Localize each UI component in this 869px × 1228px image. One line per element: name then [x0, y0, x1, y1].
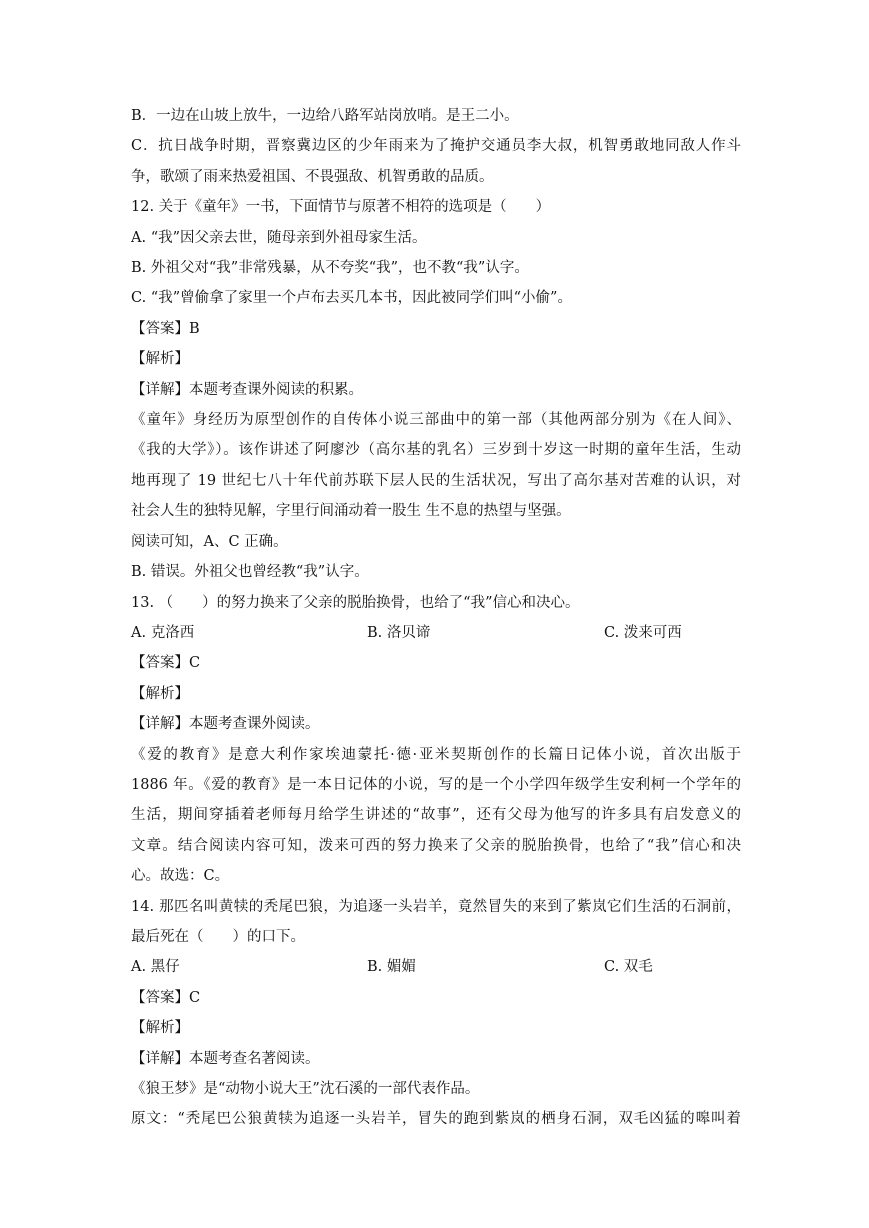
- detail-label: 【详解】本题考查课外阅读的积累。: [131, 381, 363, 398]
- text-line: 《爱的教育》是意大利作家埃迪蒙托·德·亚米契斯创作的长篇日记体小说，首次出版于: [131, 746, 741, 763]
- question-13: 13. （ ）的努力换来了父亲的脱胎换骨，也给了“我”信心和决心。: [131, 594, 580, 611]
- text-line: 阅读可知，A、C 正确。: [131, 533, 288, 550]
- option-a: A. 克洛西: [131, 624, 195, 641]
- option-c: C. 泼来可西: [604, 624, 682, 641]
- text-line: 《我的大学》）。该作讲述了阿廖沙（高尔基的乳名）三岁到十岁这一时期的童年生活，生动: [131, 442, 741, 459]
- analysis-label: 【解析】: [131, 351, 189, 368]
- text-line: 生活，期间穿插着老师每月给学生讲述的“故事”，还有父母为他写的许多具有启发意义的: [131, 807, 741, 824]
- text-line: 1886 年。《爱的教育》是一本日记体的小说，写的是一个小学四年级学生安利柯一个学年的: [131, 776, 741, 793]
- option-a: A. 黑仔: [131, 959, 180, 976]
- text-line: 心。故选：C。: [131, 868, 230, 885]
- answer-label: 【答案】B: [131, 320, 200, 337]
- detail-label: 【详解】本题考查名著阅读。: [131, 1050, 320, 1067]
- text-line: B. 错误。外祖父也曾经教“我”认字。: [131, 564, 369, 581]
- question-13-options: [131, 618, 741, 648]
- option-b: B. 外祖父对“我”非常残暴，从不夸奖“我”，也不教“我”认字。: [131, 260, 529, 277]
- question-14: 14. 那匹名叫黄犊的秃尾巴狼，为追逐一头岩羊，竟然冒失的来到了紫岚它们生活的石洞前，: [131, 898, 741, 915]
- text-line: 文章。结合阅读内容可知，泼来可西的努力换来了父亲的脱胎换骨，也给了“我”信心和决: [131, 837, 741, 854]
- text-line: 《狼王梦》是“动物小说大王”沈石溪的一部代表作品。: [131, 1081, 480, 1097]
- answer-label: 【答案】C: [131, 989, 201, 1006]
- question-14-options: [131, 952, 741, 982]
- text-line: B．一边在山坡上放牛，一边给八路军站岗放哨。是王二小。: [131, 108, 519, 124]
- text-line: 原文：“秃尾巴公狼黄犊为追逐一头岩羊，冒失的跑到紫岚的栖身石洞，双毛凶猛的嗥叫着: [131, 1111, 741, 1128]
- option-a: A. “我”因父亲去世，随母亲到外祖母家生活。: [131, 229, 427, 246]
- text-line: 最后死在（ ）的口下。: [131, 928, 305, 945]
- detail-label: 【详解】本题考查课外阅读。: [131, 716, 320, 733]
- option-c: C. 双毛: [604, 959, 653, 976]
- option-c: C. “我”曾偷拿了家里一个卢布去买几本书，因此被同学们叫“小偷”。: [131, 290, 572, 307]
- option-b: B. 洛贝谛: [367, 624, 431, 641]
- text-line: 争，歌颂了雨来热爱祖国、不畏强敌、机智勇敢的品质。: [131, 168, 494, 185]
- text-line: 社会人生的独特见解，字里行间涌动着一股生 生不息的热望与坚强。: [131, 503, 571, 520]
- analysis-label: 【解析】: [131, 1020, 189, 1037]
- answer-label: 【答案】C: [131, 655, 201, 672]
- question-12: 12. 关于《童年》一书，下面情节与原著不相符的选项是（ ）: [131, 199, 551, 216]
- text-line: 《童年》身经历为原型创作的自传体小说三部曲中的第一部（其他两部分别为《在人间》、: [131, 412, 741, 429]
- option-b: B. 媚媚: [367, 959, 416, 976]
- text-line: 地再现了 19 世纪七八十年代前苏联下层人民的生活状况，写出了高尔基对苦难的认识，对: [131, 472, 741, 489]
- text-line: C．抗日战争时期，晋察冀边区的少年雨来为了掩护交通员李大叔，机智勇敢地同敌人作斗: [131, 138, 741, 155]
- analysis-label: 【解析】: [131, 685, 189, 702]
